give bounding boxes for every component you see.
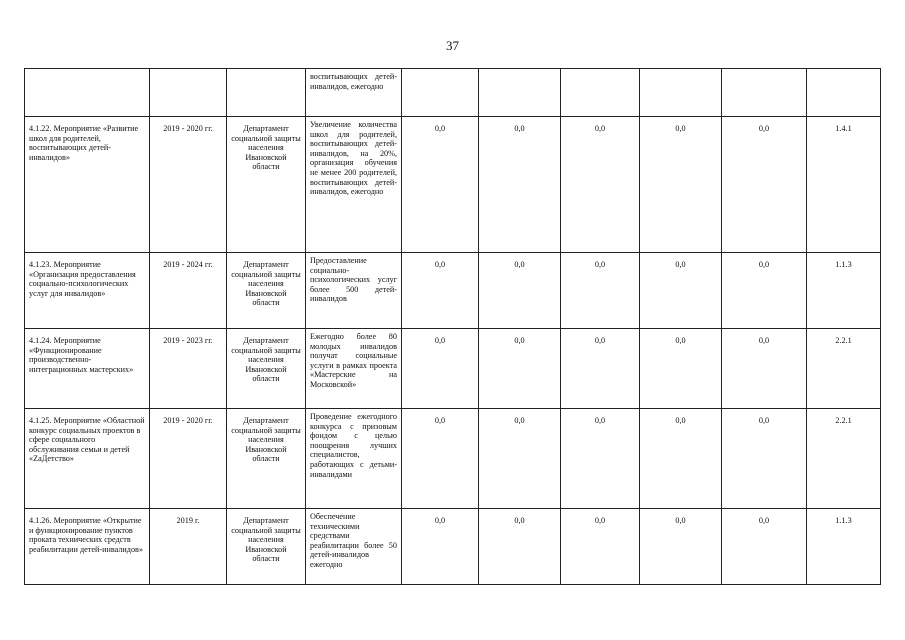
indicator-code-cell: 2.2.1 [807, 409, 881, 509]
funding-cell-4: 0,0 [640, 329, 722, 409]
program-activities-table [24, 68, 881, 585]
indicator-code-cell: 2.2.1 [807, 329, 881, 409]
indicator-code-cell: 1.4.1 [807, 117, 881, 253]
period-cell: 2019 - 2020 гг. [150, 409, 227, 509]
funding-cell-4: 0,0 [640, 409, 722, 509]
executor-cell [227, 69, 306, 117]
expected-result-cell: Предоставление социально-психологических услуг более 500 детей-инвалидов [306, 253, 402, 329]
funding-cell-4: 0,0 [640, 253, 722, 329]
funding-cell-1 [402, 69, 479, 117]
activity-name-cell: 4.1.24. Мероприятие «Функционирование производственно-интеграционных мастерских» [25, 329, 150, 409]
executor-cell: Департамент социальной защиты населения Ивановской области [227, 117, 306, 253]
funding-cell-5: 0,0 [722, 253, 807, 329]
activity-name-cell: 4.1.25. Мероприятие «Областной конкурс социальных проектов в сфере социального обслуживания семьи и детей «ZаДетство» [25, 409, 150, 509]
funding-cell-2: 0,0 [479, 329, 561, 409]
funding-cell-2: 0,0 [479, 253, 561, 329]
activity-name-cell: 4.1.26. Мероприятие «Открытие и функционирование пунктов проката технических средств реабилитации детей-инвалидов» [25, 509, 150, 585]
funding-cell-3: 0,0 [561, 329, 640, 409]
funding-cell-3: 0,0 [561, 253, 640, 329]
activity-name-cell: 4.1.22. Мероприятие «Развитие школ для родителей, воспитывающих детей-инвалидов» [25, 117, 150, 253]
funding-cell-4: 0,0 [640, 117, 722, 253]
expected-result-cell: Обеспечение техническими средствами реабилитации более 50 детей-инвалидов ежегодно [306, 509, 402, 585]
table-row [25, 117, 881, 253]
funding-cell-5: 0,0 [722, 329, 807, 409]
funding-cell-5: 0,0 [722, 509, 807, 585]
table-row [25, 329, 881, 409]
funding-cell-5 [722, 69, 807, 117]
funding-cell-1: 0,0 [402, 329, 479, 409]
table-row [25, 69, 881, 117]
period-cell: 2019 - 2023 гг. [150, 329, 227, 409]
funding-cell-2: 0,0 [479, 117, 561, 253]
indicator-code-cell: 1.1.3 [807, 253, 881, 329]
executor-cell: Департамент социальной защиты населения Ивановской области [227, 509, 306, 585]
expected-result-cell: Увеличение количества школ для родителей, воспитывающих детей-инвалидов, на 20%, организация обучения не менее 200 родителей, воспитывающих детей-инвалидов, ежегодно [306, 117, 402, 253]
executor-cell: Департамент социальной защиты населения Ивановской области [227, 409, 306, 509]
funding-cell-3: 0,0 [561, 509, 640, 585]
table-body [25, 69, 881, 585]
indicator-code-cell [807, 69, 881, 117]
funding-cell-1: 0,0 [402, 409, 479, 509]
period-cell: 2019 - 2020 гг. [150, 117, 227, 253]
funding-cell-2 [479, 69, 561, 117]
funding-cell-5: 0,0 [722, 409, 807, 509]
activity-name-cell [25, 69, 150, 117]
funding-cell-1: 0,0 [402, 253, 479, 329]
executor-cell: Департамент социальной защиты населения Ивановской области [227, 329, 306, 409]
funding-cell-3 [561, 69, 640, 117]
expected-result-cell: Ежегодно более 80 молодых инвалидов получат социальные услуги в рамках проекта «Мастерские на Московской» [306, 329, 402, 409]
page-number: 37 [446, 38, 459, 53]
table-row [25, 253, 881, 329]
indicator-code-cell: 1.1.3 [807, 509, 881, 585]
funding-cell-5: 0,0 [722, 117, 807, 253]
funding-cell-3: 0,0 [561, 117, 640, 253]
executor-cell: Департамент социальной защиты населения Ивановской области [227, 253, 306, 329]
period-cell: 2019 - 2024 гг. [150, 253, 227, 329]
period-cell: 2019 г. [150, 509, 227, 585]
expected-result-cell: Проведение ежегодного конкурса с призовым фондом с целью поощрения лучших специалистов, работающих с детьми-инвалидами [306, 409, 402, 509]
period-cell [150, 69, 227, 117]
table-row [25, 509, 881, 585]
funding-cell-2: 0,0 [479, 409, 561, 509]
funding-cell-2: 0,0 [479, 509, 561, 585]
activity-name-cell: 4.1.23. Мероприятие «Организация предоставления социально-психологических услуг для инвалидов» [25, 253, 150, 329]
funding-cell-4 [640, 69, 722, 117]
funding-cell-1: 0,0 [402, 117, 479, 253]
table-row [25, 409, 881, 509]
funding-cell-1: 0,0 [402, 509, 479, 585]
expected-result-cell: воспитывающих детей-инвалидов, ежегодно [306, 69, 402, 117]
funding-cell-3: 0,0 [561, 409, 640, 509]
funding-cell-4: 0,0 [640, 509, 722, 585]
